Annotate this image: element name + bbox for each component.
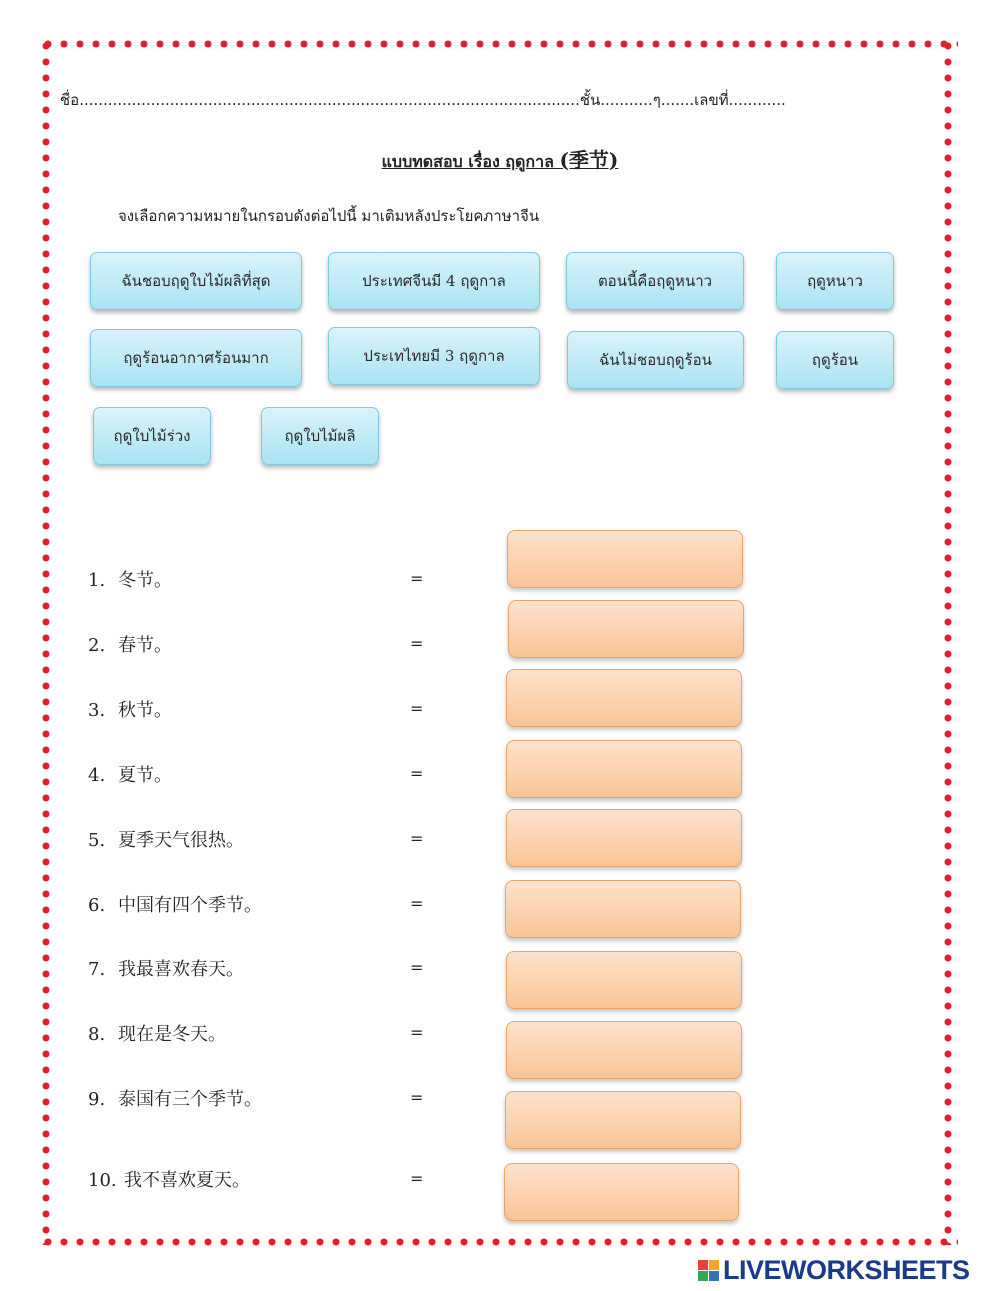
- logo-blocks-icon: [698, 1260, 719, 1281]
- answer-drop-box[interactable]: [508, 600, 744, 658]
- equals-sign: =: [410, 569, 424, 588]
- question-row: 6. 中国有四个季节。: [88, 895, 262, 916]
- answer-card[interactable]: ประเทไทยมี 3 ฤดูกาล: [328, 327, 540, 385]
- answer-drop-box[interactable]: [506, 951, 742, 1009]
- question-row: 3. 秋节。: [88, 700, 172, 721]
- question-row: 8. 现在是冬天。: [88, 1024, 226, 1045]
- logo-text: LIVEWORKSHEETS: [723, 1254, 970, 1285]
- decorative-border-right: [942, 40, 954, 1245]
- answer-card[interactable]: ฤดูใบไม้ผลิ: [261, 407, 379, 465]
- equals-sign: =: [410, 829, 424, 848]
- equals-sign: =: [410, 958, 424, 977]
- answer-card[interactable]: ฉันชอบฤดูใบไม้ผลิที่สุด: [90, 252, 302, 310]
- answer-card[interactable]: ฤดูร้อน: [776, 331, 894, 389]
- question-row: 10. 我不喜欢夏天。: [88, 1170, 250, 1191]
- answer-card[interactable]: ฤดูใบไม้ร่วง: [93, 407, 211, 465]
- question-row: 7. 我最喜欢春天。: [88, 959, 244, 980]
- answer-card[interactable]: ฉันไม่ชอบฤดูร้อน: [567, 331, 744, 389]
- answer-drop-box[interactable]: [506, 809, 742, 867]
- answer-drop-box[interactable]: [505, 1091, 741, 1149]
- answer-card[interactable]: ตอนนี้คือฤดูหนาว: [566, 252, 744, 310]
- answer-drop-box[interactable]: [507, 530, 743, 588]
- student-info-line: ชื่อ.........................................................................................................ชั้น...........ๆ.......เลขที่............: [60, 91, 786, 109]
- answer-drop-box[interactable]: [506, 669, 742, 727]
- question-row: 4. 夏节。: [88, 765, 172, 786]
- title-chinese: (季节): [559, 148, 619, 172]
- equals-sign: =: [410, 764, 424, 783]
- equals-sign: =: [410, 1088, 424, 1107]
- liveworksheets-logo: [698, 1256, 970, 1284]
- decorative-border-bottom: [42, 1236, 958, 1248]
- answer-drop-box[interactable]: [505, 880, 741, 938]
- equals-sign: =: [410, 699, 424, 718]
- instruction-text: จงเลือกความหมายในกรอบดังต่อไปนี้ มาเติมหลังประโยคภาษาจีน: [118, 207, 540, 225]
- answer-drop-box[interactable]: [506, 1021, 742, 1079]
- equals-sign: =: [410, 1023, 424, 1042]
- equals-sign: =: [410, 1169, 424, 1188]
- page-title: [0, 144, 1000, 175]
- answer-card[interactable]: ฤดูร้อนอากาศร้อนมาก: [90, 329, 302, 387]
- equals-sign: =: [410, 894, 424, 913]
- answer-card[interactable]: ฤดูหนาว: [776, 252, 894, 310]
- question-row: 1. 冬节。: [88, 570, 172, 591]
- equals-sign: =: [410, 634, 424, 653]
- question-row: 9. 泰国有三个季节。: [88, 1089, 262, 1110]
- answer-drop-box[interactable]: [506, 740, 742, 798]
- decorative-border-left: [40, 40, 52, 1245]
- question-row: 2. 春节。: [88, 635, 172, 656]
- answer-drop-box[interactable]: [504, 1163, 739, 1221]
- question-row: 5. 夏季天气很热。: [88, 830, 244, 851]
- title-thai: แบบทดสอบ เรื่อง ฤดูกาล: [381, 152, 560, 171]
- decorative-border-top: [42, 38, 958, 50]
- answer-card[interactable]: ประเทศจีนมี 4 ฤดูกาล: [328, 252, 540, 310]
